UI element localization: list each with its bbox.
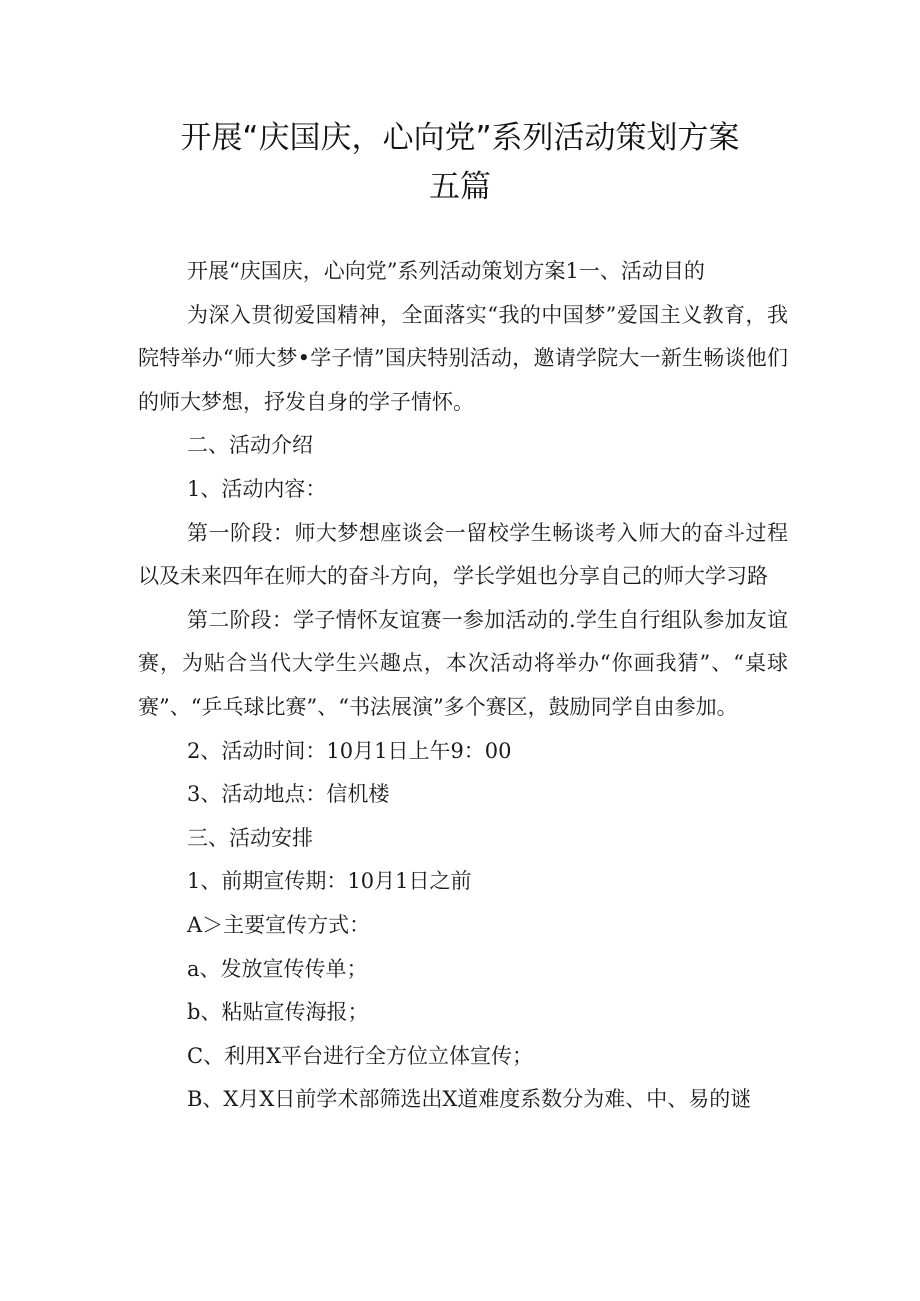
paragraph: B、X月X日前学术部筛选出X道难度系数分为难、中、易的谜 — [187, 1087, 752, 1112]
section-heading: 三、活动安排 — [187, 825, 313, 850]
list-item: b、粘贴宣传海报； — [187, 1000, 369, 1025]
paragraph: 第二阶段：学子情怀友谊赛一参加活动的.学生自行组队参加友谊赛，为贴合当代大学生兴趣点，本次活动将举办“你画我猜”、“桌球赛”、“乒乓球比赛”、“书法展演”多个赛区，鼓励同学自由参加。 — [138, 607, 788, 719]
paragraph: 3、活动地点：信机楼 — [187, 782, 390, 807]
document-body — [138, 250, 788, 1122]
paragraph: 为深入贯彻爱国精神，全面落实“我的中国梦”爱国主义教育，我院特举办“师大梦•学子情”国庆特别活动，邀请学院大一新生畅谈他们的师大梦想，抒发自身的学子情怀。 — [138, 302, 788, 414]
section-heading: 二、活动介绍 — [187, 433, 313, 458]
paragraph: 2、活动时间：10月1日上午9：00 — [187, 738, 512, 763]
paragraph: 1、前期宣传期：10月1日之前 — [187, 869, 472, 894]
list-item: C、利用X平台进行全方位立体宣传； — [187, 1043, 534, 1068]
document-title-line-2: 五篇 — [429, 169, 491, 205]
document-title-line-1: 开展“庆国庆，心向党”系列活动策划方案 — [180, 120, 740, 156]
list-item: a、发放宣传传单； — [187, 956, 368, 981]
paragraph: 第一阶段：师大梦想座谈会一留校学生畅谈考入师大的奋斗过程以及未来四年在师大的奋斗方向，学长学姐也分享自己的师大学习路 — [138, 520, 788, 589]
paragraph: 1、活动内容： — [187, 476, 327, 501]
paragraph: 开展“庆国庆，心向党”系列活动策划方案1一、活动目的 — [187, 259, 705, 283]
paragraph: A＞主要宣传方式： — [187, 912, 371, 937]
